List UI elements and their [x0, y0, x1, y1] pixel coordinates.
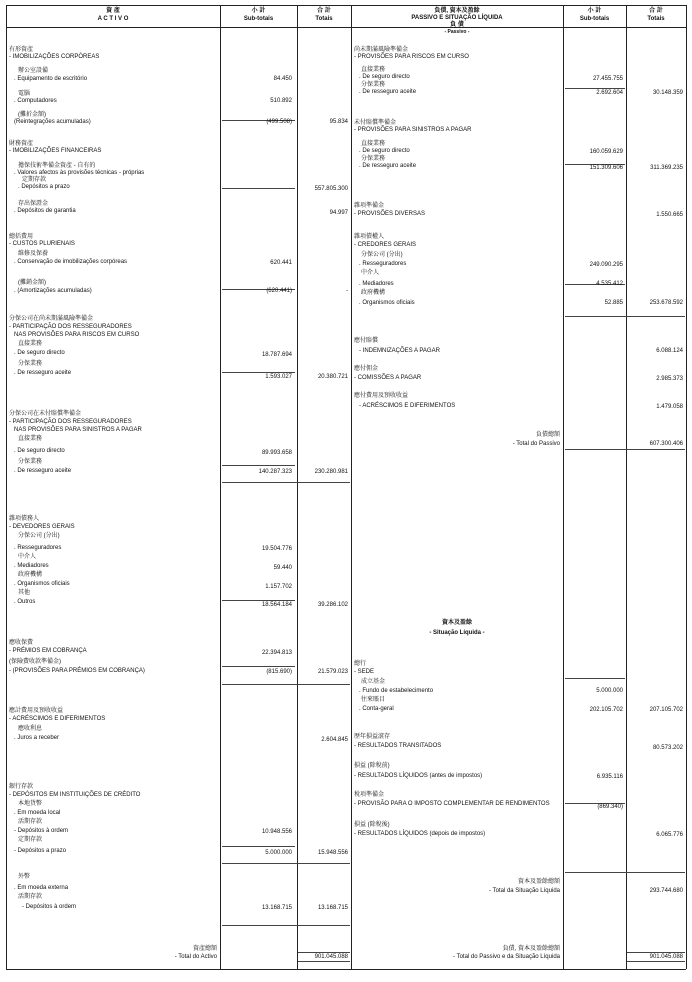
- right-mediators-value: 4.535.412: [596, 281, 623, 287]
- right-government-value: 52.885: [604, 300, 623, 306]
- aftertax-result-zh: 損益 (除稅後): [354, 822, 390, 828]
- demand-deposits-2-value: 13.168.715: [261, 905, 292, 911]
- multiyear-costs-zh: 總括費用: [9, 234, 34, 240]
- demand-deposits-2-label: - Depósitos à ordem: [22, 904, 77, 910]
- others-value: 18.564.184: [261, 602, 292, 608]
- right-direct-2-zh: 直接業務: [361, 141, 386, 147]
- grid-line: [220, 5, 221, 969]
- others-zh: 其他: [18, 590, 31, 596]
- total-rule: [565, 872, 685, 873]
- bank-deposits-label: - DEPÓSITOS EM INSTITUIÇÕES DE CRÉDITO: [9, 792, 141, 798]
- reinsurer-risks-total: 20.380.721: [317, 374, 348, 380]
- government-label: . Organismos oficiais: [14, 581, 70, 587]
- total-assets-label: - Total do Activo: [174, 954, 217, 960]
- total-liabilities-value: 607.300.406: [649, 441, 683, 447]
- office-equipment-value: 84.450: [273, 76, 292, 82]
- total-liabilities-zh: 負債總額: [535, 432, 560, 438]
- subtotal-rule: [565, 678, 625, 679]
- repair-label: . Conservação de imobilizações corpóreas: [14, 259, 128, 265]
- total-heading: Totais: [315, 16, 333, 22]
- establishment-fund-zh: 成立基金: [361, 679, 386, 685]
- equity-heading-zh: 資本及盈餘: [441, 620, 472, 626]
- total-equity-label: - Total da Situação Líquida: [489, 888, 560, 894]
- right-government-label: . Organismos oficiais: [359, 300, 415, 306]
- interest-zh: 應收利息: [18, 726, 43, 732]
- total-heading-zh: 合 計: [317, 8, 331, 14]
- right-direct-zh: 直接業務: [361, 67, 386, 73]
- demand-deposits-2-zh: 活期存款: [18, 894, 43, 900]
- grand-total-rule: [298, 952, 350, 953]
- direct-insurance-2-zh: 直接業務: [18, 436, 43, 442]
- fixed-deposits-label: - Depósitos a prazo: [14, 848, 67, 854]
- guarantee-deposits-zh: 存出保證金: [18, 201, 49, 207]
- fixed-assets-zh: 有形資產: [9, 47, 34, 53]
- other-provisions-zh: 雜項準備金: [354, 203, 385, 209]
- fixed-assets-label: - IMOBILIZAÇÕES CORPÓREAS: [9, 54, 100, 60]
- subtotal-heading-zh-right: 小 計: [587, 8, 602, 14]
- mediators-zh: 中介人: [18, 554, 37, 560]
- grand-total-zh: 負債, 資本及盈餘總額: [502, 946, 560, 952]
- subtotal-rule: [222, 372, 295, 373]
- total-rule: [565, 316, 685, 317]
- commissions-zh: 應付佣金: [354, 366, 379, 372]
- right-accepted-2-value: 151.309.606: [589, 165, 623, 171]
- depreciation-value: (499.508): [266, 119, 292, 125]
- tax-provision-zh: 稅項準備金: [354, 792, 385, 798]
- amortization-label: . (Amortizações acumuladas): [14, 288, 92, 294]
- guarantee-deposits-value: 94.997: [329, 210, 348, 216]
- interest-label: . Juros a receber: [14, 735, 60, 741]
- head-office-total: 207.105.702: [649, 707, 683, 713]
- aftertax-result-total: 6.065.776: [656, 832, 683, 838]
- creditors-total: 253.678.592: [649, 300, 683, 306]
- others-label: . Outros: [14, 599, 36, 605]
- creditors-zh: 雜項債權人: [354, 234, 385, 240]
- right-accepted-zh: 分保業務: [361, 82, 386, 88]
- fixed-deposits-zh: 定期存款: [18, 837, 43, 843]
- right-accepted-2-label: . De resseguro aceite: [359, 163, 417, 169]
- amortization-value: (620.441): [266, 288, 292, 294]
- foreign-currency-label: . Em moeda externa: [14, 885, 69, 891]
- reinsurer-claims-zh: 分保公司在未付賠償準備金: [9, 411, 82, 417]
- premiums-label: - PRÉMIOS EM COBRANÇA: [9, 648, 87, 654]
- subtotal-rule: [565, 88, 625, 89]
- current-account-value: 202.105.702: [589, 707, 623, 713]
- financial-assets-label: - IMOBILIZAÇÕES FINANCEIRAS: [9, 148, 102, 154]
- grand-total-rule: [298, 961, 350, 962]
- term-deposits-value: 557.805.300: [314, 186, 348, 192]
- repair-value: 620.441: [270, 260, 292, 266]
- indemnities-label: - INDEMNIZAÇÕES A PAGAR: [359, 348, 440, 354]
- depreciation-label: (Reintegrações acumuladas): [14, 119, 91, 125]
- current-account-zh: 往來賬目: [361, 697, 386, 703]
- current-account-label: . Conta-geral: [359, 706, 394, 712]
- reinsurer-claims-total: 230.280.981: [314, 469, 348, 475]
- accepted-reinsurance-2-zh: 分保業務: [18, 459, 43, 465]
- grid-line: [351, 5, 352, 969]
- accepted-reinsurance-2-label: . De resseguro aceite: [14, 468, 72, 474]
- retained-earnings-zh: 歷年損益滾存: [354, 734, 391, 740]
- aftertax-result-label: - RESULTADOS LÍQUIDOS (depois de impostos): [354, 831, 486, 837]
- liabilities-heading-zh: 負債, 資本及盈餘: [434, 8, 480, 14]
- right-direct-label: . De seguro directo: [359, 74, 410, 80]
- demand-deposits-value: 10.948.556: [261, 829, 292, 835]
- foreign-currency-zh: 外幣: [18, 874, 31, 880]
- subtotal-heading-right: Sub-totais: [579, 16, 610, 22]
- reinsurers-value: 19.504.776: [261, 546, 292, 552]
- right-reinsurers-value: 249.090.295: [589, 262, 623, 268]
- pretax-result-value: 6.935.116: [596, 774, 623, 780]
- indemnities-zh: 應付賠償: [354, 338, 379, 344]
- right-accruals-zh: 應付費用及預收收益: [354, 393, 409, 399]
- mediators-value: 59.440: [273, 565, 292, 571]
- head-office-zh: 總行: [354, 661, 367, 667]
- pretax-result-label: - RESULTADOS LÍQUIDOS (antes de impostos): [354, 773, 483, 779]
- total-rule: [222, 925, 350, 926]
- risks-provisions-label: - PROVISÕES PARA RISCOS EM CURSO: [354, 54, 469, 60]
- reinsurer-claims-label-1: - PARTICIPAÇÃO DOS RESSEGURADORES: [9, 419, 132, 425]
- bank-deposits-total: 15.948.556: [317, 850, 348, 856]
- grand-total-rule: [627, 952, 685, 953]
- foreign-currency-total: 13.168.715: [317, 905, 348, 911]
- total-rule: [222, 482, 350, 483]
- reinsurer-risks-label-1: - PARTICIPAÇÃO DOS RESSEGURADORES: [9, 324, 132, 330]
- grid-line: [563, 5, 564, 969]
- debtors-zh: 雜項債務人: [9, 516, 40, 522]
- right-accepted-label: . De resseguro aceite: [359, 89, 417, 95]
- other-provisions-total: 1.550.665: [656, 212, 683, 218]
- term-deposits-label: . Depósitos a prazo: [18, 184, 70, 190]
- total-heading-right: Totais: [647, 16, 665, 22]
- passivo-heading: - Passivo -: [444, 29, 470, 35]
- premiums-total: 21.579.023: [317, 669, 348, 675]
- grid-line: [626, 5, 627, 969]
- subtotal-rule: [222, 600, 295, 601]
- office-equipment-label: . Equipamento de escritório: [14, 76, 88, 82]
- technical-provisions-label: . Valores afectos às provisões técnicas - próprias: [14, 170, 145, 176]
- subtotal-heading-zh: 小 計: [251, 8, 266, 14]
- grid-line: [297, 5, 298, 969]
- premiums-zh: 應收保費: [9, 640, 34, 646]
- grid-line: [6, 5, 7, 969]
- header-bottom-border: [6, 27, 686, 28]
- total-rule: [222, 684, 350, 685]
- fixed-deposits-value: 5.000.000: [265, 850, 292, 856]
- premium-provisions-value: (815.690): [266, 669, 292, 675]
- total-assets-zh: 資產總額: [192, 946, 217, 952]
- accepted-reinsurance-zh: 分保業務: [18, 361, 43, 367]
- multiyear-costs-label: - CUSTOS PLURIENAIS: [9, 241, 75, 247]
- subtotal-rule: [222, 666, 295, 667]
- total-liabilities-label: - Total do Passivo: [512, 441, 560, 447]
- debtors-total: 39.286.102: [317, 602, 348, 608]
- direct-insurance-label: . De seguro directo: [14, 350, 65, 356]
- grand-total-value: 901.045.088: [649, 954, 683, 960]
- head-office-label: - SEDE: [354, 669, 375, 675]
- right-government-zh: 政府機構: [361, 290, 386, 296]
- commissions-label: - COMISSÕES A PAGAR: [354, 375, 422, 381]
- direct-insurance-zh: 直接業務: [18, 341, 43, 347]
- premium-provisions-label: - (PROVISÕES PARA PRÉMIOS EM COBRANÇA): [9, 668, 145, 674]
- accruals-total: 2.604.845: [321, 737, 348, 743]
- indemnities-total: 6.088.124: [656, 348, 683, 354]
- accepted-reinsurance-2-value: 140.287.323: [258, 469, 292, 475]
- office-equipment-zh: 辦公室設備: [18, 68, 49, 74]
- technical-provisions-zh: 擔保技術準備金資產 - 自有的: [18, 163, 96, 169]
- total-assets-value: 901.045.088: [314, 954, 348, 960]
- government-value: 1.157.702: [265, 584, 292, 590]
- premiums-value: 22.394.813: [261, 650, 292, 656]
- amortization-zh: (攤銷金額): [18, 280, 46, 286]
- financial-assets-zh: 財務資產: [9, 141, 34, 147]
- right-mediators-label: . Mediadores: [359, 281, 394, 287]
- guarantee-deposits-label: . Depósitos de garantia: [14, 208, 76, 214]
- subtotal-heading: Sub-totais: [243, 16, 274, 22]
- retained-earnings-total: 80.573.202: [652, 745, 683, 751]
- computers-zh: 電腦: [18, 91, 31, 97]
- assets-heading-zh: 資 產: [106, 8, 120, 14]
- computers-value: 510.892: [270, 98, 292, 104]
- tax-provision-label: - PROVISÃO PARA O IMPOSTO COMPLEMENTAR DE RENDIMENTOS: [354, 801, 550, 807]
- government-zh: 政府機構: [18, 572, 43, 578]
- pretax-result-zh: 損益 (除稅前): [354, 763, 390, 769]
- subtotal-rule: [222, 465, 295, 466]
- right-accruals-label: - ACRÉSCIMOS E DIFERIMENTOS: [359, 403, 456, 409]
- reinsurers-zh: 分保公司 (分出): [18, 533, 60, 539]
- subtotal-rule: [222, 188, 295, 189]
- reinsurers-label: . Resseguradores: [14, 545, 62, 551]
- passivo-heading-zh: 負 債: [450, 22, 464, 28]
- retained-earnings-label: - RESULTADOS TRANSITADOS: [354, 743, 442, 749]
- right-accepted-value: 2.692.604: [596, 90, 623, 96]
- accepted-reinsurance-label: . De resseguro aceite: [14, 370, 72, 376]
- term-deposits-zh: 定期存款: [22, 177, 47, 183]
- equity-heading: - Situação Líquida -: [429, 630, 485, 636]
- right-mediators-zh: 中介人: [361, 270, 380, 276]
- establishment-fund-value: 5.000.000: [596, 688, 623, 694]
- table-top-border: [6, 5, 686, 6]
- accepted-reinsurance-value: 1.593.027: [265, 374, 292, 380]
- local-currency-zh: 本地貨幣: [18, 801, 43, 807]
- total-equity-value: 293.744.680: [649, 888, 683, 894]
- reinsurer-claims-label-2: NAS PROVISÕES PARA SINISTROS A PAGAR: [14, 427, 142, 433]
- accruals-label: - ACRÉSCIMOS E DIFERIMENTOS: [9, 716, 106, 722]
- assets-heading: A C T I V O: [97, 16, 129, 22]
- commissions-total: 2.985.373: [656, 376, 683, 382]
- establishment-fund-label: . Fundo de estabelecimento: [359, 688, 434, 694]
- multiyear-costs-total: -: [346, 288, 348, 294]
- creditors-label: - CREDORES GERAIS: [354, 242, 417, 248]
- grand-total-label: - Total do Passivo e da Situação Líquida: [453, 954, 560, 960]
- direct-insurance-value: 18.787.694: [261, 352, 292, 358]
- reinsurer-risks-zh: 分保公司在尚未期滿風險準備金: [9, 316, 94, 322]
- bank-deposits-zh: 銀行存款: [9, 784, 34, 790]
- right-accepted-2-zh: 分保業務: [361, 156, 386, 162]
- risks-provisions-zh: 尚未期滿風險準備金: [354, 47, 409, 53]
- accruals-zh: 應計費用及預收收益: [9, 708, 64, 714]
- grid-line: [686, 5, 687, 969]
- tax-provision-value: (869.340): [597, 804, 623, 810]
- claims-provisions-total: 311.369.235: [650, 165, 683, 171]
- table-bottom-border: [6, 969, 686, 970]
- repair-zh: 維修及保養: [18, 251, 49, 257]
- liabilities-heading: PASSIVO E SITUAÇÃO LÍQUIDA: [411, 15, 503, 21]
- fixed-assets-total: 95.834: [329, 119, 348, 125]
- total-rule: [222, 863, 350, 864]
- demand-deposits-zh: 活期存款: [18, 819, 43, 825]
- right-reinsurers-label: . Resseguradores: [359, 261, 407, 267]
- premium-provisions-zh: (保險費收款準備金): [9, 659, 61, 665]
- reinsurer-risks-label-2: NAS PROVISÕES PARA RISCOS EM CURSO: [14, 332, 140, 338]
- demand-deposits-label: - Depósitos à ordem: [14, 828, 69, 834]
- computers-label: . Computadores: [14, 98, 57, 104]
- direct-insurance-2-label: . De seguro directo: [14, 448, 65, 454]
- depreciation-zh: (攤折金額): [18, 112, 46, 118]
- right-accruals-total: 1.479.058: [656, 404, 683, 410]
- other-provisions-label: - PROVISÕES DIVERSAS: [354, 211, 426, 217]
- direct-insurance-2-value: 89.993.658: [261, 450, 292, 456]
- grand-total-rule: [627, 961, 685, 962]
- claims-provisions-label: - PROVISÕES PARA SINISTROS A PAGAR: [354, 127, 472, 133]
- right-direct-value: 27.455.755: [592, 76, 623, 82]
- subtotal-rule: [222, 846, 295, 847]
- right-reinsurers-zh: 分保公司 (分出): [361, 252, 403, 258]
- risks-provisions-total: 30.148.359: [652, 90, 683, 96]
- claims-provisions-zh: 未付賠償準備金: [354, 120, 397, 126]
- total-equity-zh: 資本及盈餘總額: [517, 879, 560, 885]
- right-direct-2-value: 160.059.629: [589, 149, 623, 155]
- debtors-label: - DEVEDORES GERAIS: [9, 524, 75, 530]
- mediators-label: . Mediadores: [14, 563, 49, 569]
- total-heading-zh-right: 合 計: [649, 8, 663, 14]
- total-rule: [565, 449, 685, 450]
- right-direct-2-label: . De seguro directo: [359, 148, 410, 154]
- local-currency-label: . Em moeda local: [14, 810, 61, 816]
